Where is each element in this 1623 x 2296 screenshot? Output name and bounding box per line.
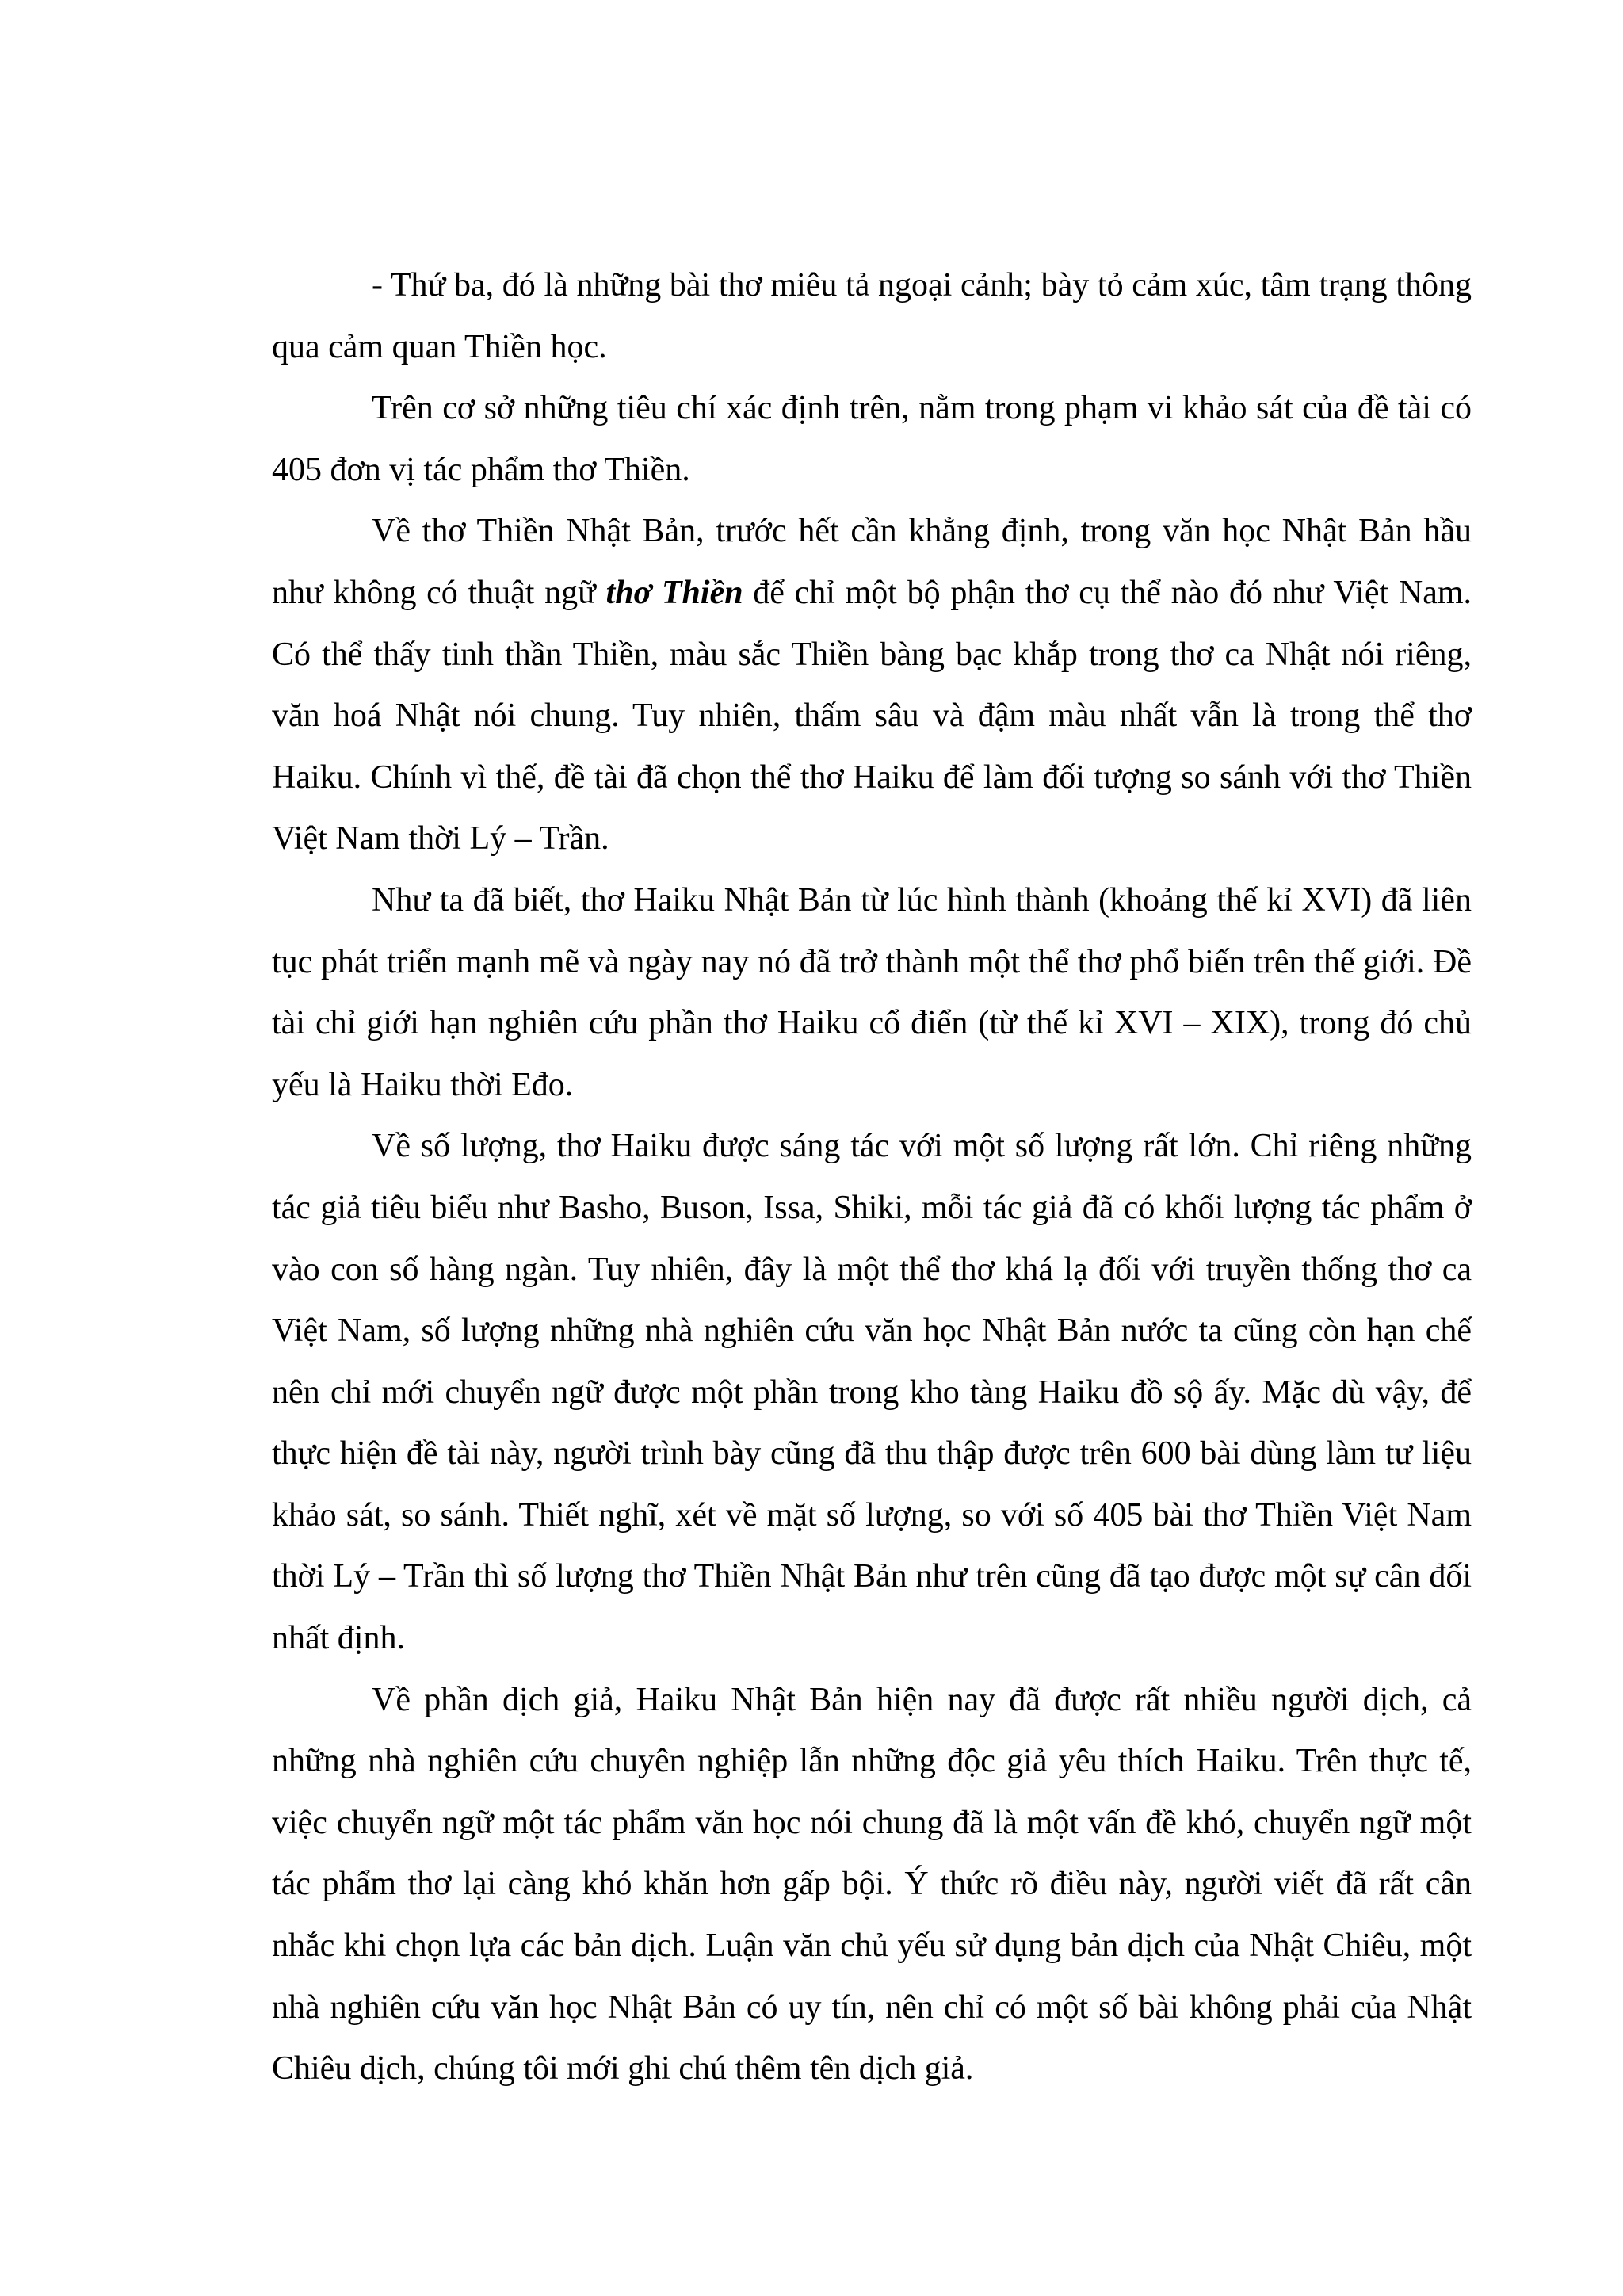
paragraph-text: Về thơ Thiền Nhật Bản, trước hết cần khẳng định, trong văn học Nhật Bản hầu như không có thuật ngữ (272, 513, 1472, 611)
paragraph-text: Về phần dịch giả, Haiku Nhật Bản hiện nay đã được rất nhiều người dịch, cả những nhà nghiên cứu chuyên nghiệp lẫn những độc giả yêu thích Haiku. Trên thực tế, việc chuyển ngữ một tác phẩm văn học nói chung đã là một vấn đề khó, chuyển ngữ một tác phẩm thơ lại càng khó khăn hơn gấp bội. Ý thức rõ điều này, người viết đã rất cân nhắc khi chọn lựa các bản dịch. Luận văn chủ yếu sử dụng bản dịch của Nhật Chiêu, một nhà nghiên cứu văn học Nhật Bản có uy tín, nên chỉ có một số bài không phải của Nhật Chiêu dịch, chúng tôi mới ghi chú thêm tên dịch giả. (272, 1681, 1472, 2088)
paragraph-text: Về số lượng, thơ Haiku được sáng tác với một số lượng rất lớn. Chỉ riêng những tác giả tiêu biểu như Basho, Buson, Issa, Shiki, mỗi tác giả đã có khối lượng tác phẩm ở vào con số hàng ngàn. Tuy nhiên, đây là một thể thơ khá lạ đối với truyền thống thơ ca Việt Nam, số lượng những nhà nghiên cứu văn học Nhật Bản nước ta cũng còn hạn chế nên chỉ mới chuyển ngữ được một phần trong kho tàng Haiku đồ sộ ấy. Mặc dù vậy, để thực hiện đề tài này, người trình bày cũng đã thu thập được trên 600 bài dùng làm tư liệu khảo sát, so sánh. Thiết nghĩ, xét về mặt số lượng, so với số 405 bài thơ Thiền Việt Nam thời Lý – Trần thì số lượng thơ Thiền Nhật Bản như trên cũng đã tạo được một sự cân đối nhất định. (272, 1128, 1472, 1657)
paragraph-text: - Thứ ba, đó là những bài thơ miêu tả ngoại cảnh; bày tỏ cảm xúc, tâm trạng thông qua cảm quan Thiền học. (272, 267, 1472, 365)
paragraph-criterion-three (272, 255, 1472, 378)
paragraph-text: Như ta đã biết, thơ Haiku Nhật Bản từ lúc hình thành (khoảng thế kỉ XVI) đã liên tục phát triển mạnh mẽ và ngày nay nó đã trở thành một thể thơ phổ biến trên thế giới. Đề tài chỉ giới hạn nghiên cứu phần thơ Haiku cổ điển (từ thế kỉ XVI – XIX), trong đó chủ yếu là Haiku thời Eđo. (272, 881, 1472, 1103)
paragraph-text: Trên cơ sở những tiêu chí xác định trên, nằm trong phạm vi khảo sát của đề tài có 405 đơn vị tác phẩm thơ Thiền. (272, 390, 1472, 488)
paragraph-haiku-quantity (272, 1116, 1472, 1669)
body-text (272, 255, 1472, 2100)
paragraph-japanese-zen-poetry (272, 501, 1472, 870)
emphasized-term: thơ Thiền (605, 574, 743, 611)
paragraph-haiku-history (272, 870, 1472, 1116)
paragraph-survey-scope (272, 378, 1472, 501)
paragraph-text: để chỉ một bộ phận thơ cụ thể nào đó như Việt Nam. Có thể thấy tinh thần Thiền, màu sắc Thiền bàng bạc khắp trong thơ ca Nhật nói riêng, văn hoá Nhật nói chung. Tuy nhiên, thấm sâu và đậm màu nhất vẫn là trong thể thơ Haiku. Chính vì thế, đề tài đã chọn thể thơ Haiku để làm đối tượng so sánh với thơ Thiền Việt Nam thời Lý – Trần. (272, 574, 1472, 858)
paragraph-translators (272, 1670, 1472, 2100)
